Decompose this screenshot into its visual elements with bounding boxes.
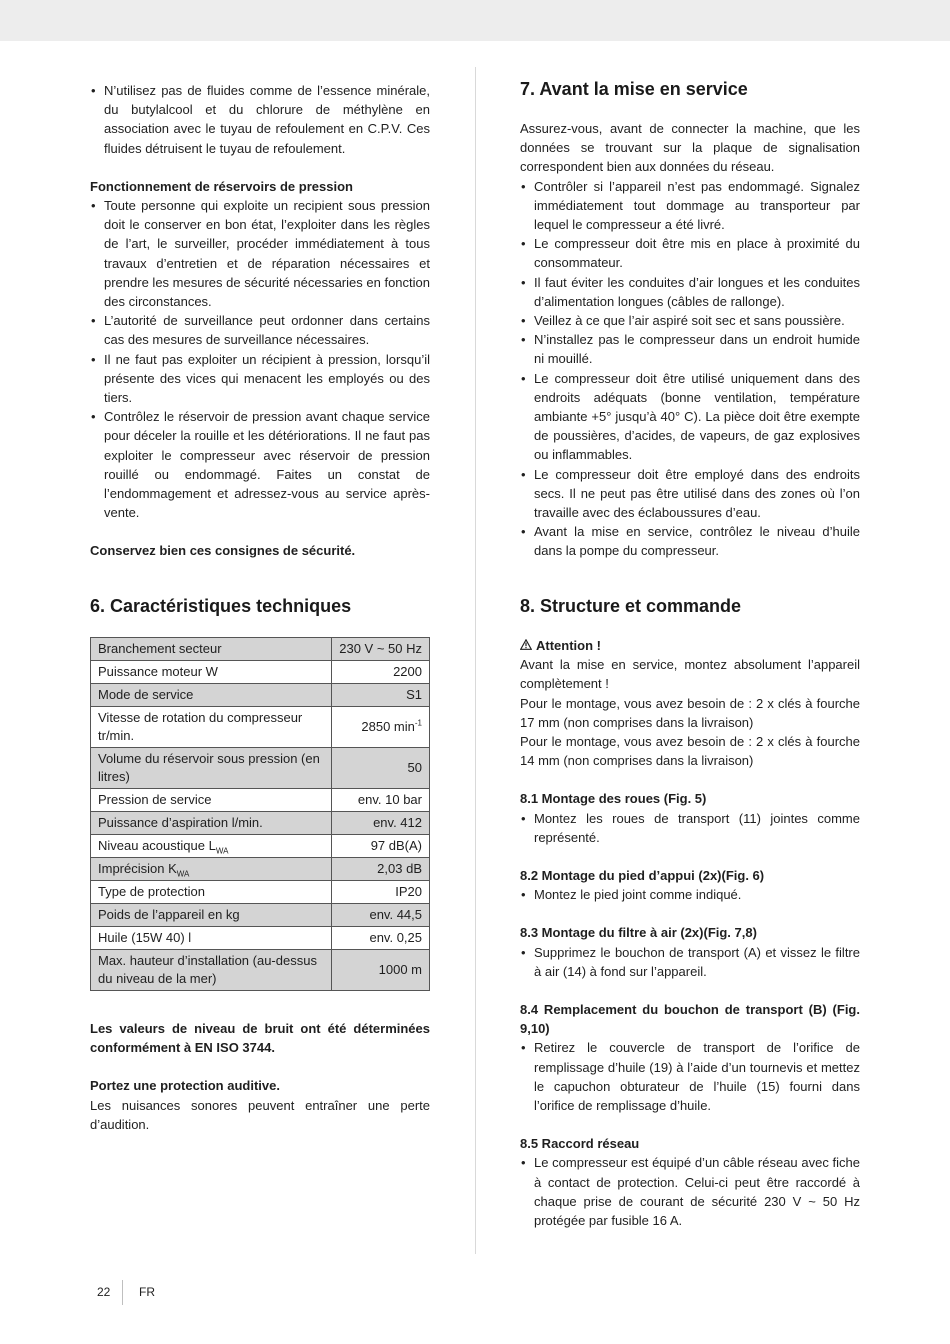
list-item: • Toute personne qui exploite un recipient sous pression doit le conserver en bon état, l’exploiter dans les règles de l’art, le surveiller, procéder immédiatement à tous travaux d’entretien et de réparation nécessaires et prendre les mesures de sécurité nécessaries en fonction des circonstances. (90, 196, 430, 311)
spec-value: env. 412 (332, 812, 430, 835)
list-item: • Contrôler si l’appareil n’est pas endommagé. Signalez immédiatement tout dommage au transporteur par lequel le compresseur a été livré. (520, 177, 860, 235)
spec-value: IP20 (332, 881, 430, 904)
subsection-list (520, 885, 860, 904)
subsection-list (520, 809, 860, 847)
table-row (91, 881, 430, 904)
spec-label: Vitesse de rotation du compresseur tr/min. (91, 707, 332, 748)
subsection-heading: 8.2 Montage du pied d’appui (2x)(Fig. 6) (520, 868, 765, 884)
spec-value-text: 2850 min (361, 719, 415, 734)
spec-label-text: Niveau acoustique L (98, 838, 216, 853)
noise-notes (90, 1019, 430, 1134)
noise-note: Les valeurs de niveau de bruit ont été déterminées conformément à EN ISO 3744. (90, 1021, 430, 1056)
spec-value: 50 (332, 748, 430, 789)
section-8 (520, 595, 860, 1230)
list-item: • Contrôlez le réservoir de pression avant chaque service pour déceler la rouille et les détériorations. Il ne faut pas exploiter le compresseur avec réservoir de pression rouillé ou endommagé. Faites un constat de l’endommagement et adressez-vous au service après-vente. (90, 407, 430, 522)
table-row (91, 748, 430, 789)
spec-value: env. 44,5 (332, 904, 430, 927)
list-item: • N’utilisez pas de fluides comme de l’essence minérale, du butylalcool et du chlorure de méthylène en association avec le tuyau de refoulement en C.P.V. Ces fluides détruisent le tuyau de refoulement. (90, 81, 430, 158)
ear-protection-text: Les nuisances sonores peuvent entraîner une perte d’audition. (90, 1097, 430, 1132)
spec-value: env. 0,25 (332, 927, 430, 950)
pressure-heading: Fonctionnement de réservoirs de pression (90, 178, 353, 194)
spec-label: Volume du réservoir sous pression (en litres) (91, 748, 332, 789)
section-6 (90, 595, 430, 991)
attention-heading (520, 636, 860, 655)
spec-label: Poids de l’appareil en kg (91, 904, 332, 927)
list-item: • Le compresseur est équipé d’un câble réseau avec fiche à contact de protection. Celui-ci peut être raccordé à chaque prise de courant de sécurité 230 V ~ 50 Hz protégée par fusible 16 A. (520, 1153, 860, 1230)
list-item: • Montez le pied joint comme indiqué. (520, 885, 860, 904)
table-row (91, 707, 430, 748)
spec-value-exponent: -1 (414, 718, 422, 728)
list-item: • Montez les roues de transport (11) jointes comme représenté. (520, 809, 860, 847)
top-bar (0, 0, 950, 41)
spec-label: Max. hauteur d’installation (au-dessus du niveau de la mer) (91, 950, 332, 991)
spec-label: Huile (15W 40) l (91, 927, 332, 950)
table-row (91, 904, 430, 927)
spec-label: Puissance moteur W (91, 661, 332, 684)
spec-value: 230 V ~ 50 Hz (332, 638, 430, 661)
subsection-list (520, 1038, 860, 1115)
spec-value: 2200 (332, 661, 430, 684)
list-item: • Veillez à ce que l’air aspiré soit sec et sans poussière. (520, 311, 860, 330)
section-8-title: 8. Structure et commande (520, 596, 742, 616)
table-row (91, 684, 430, 707)
spec-value (332, 707, 430, 748)
table-row (91, 661, 430, 684)
left-column (90, 81, 430, 561)
spec-value: S1 (332, 684, 430, 707)
list-item: • N’installez pas le compresseur dans un endroit humide ni mouillé. (520, 330, 860, 368)
spec-label: Type de protection (91, 881, 332, 904)
table-row (91, 638, 430, 661)
subsection-list (520, 943, 860, 981)
attention-line: Pour le montage, vous avez besoin de : 2 x clés à fourche 17 mm (non comprises dans la livraison) (520, 695, 860, 730)
footer-separator (122, 1280, 123, 1305)
column-divider (475, 67, 476, 1254)
spec-value: 2,03 dB (332, 858, 430, 881)
spec-table (90, 637, 430, 991)
table-row (91, 835, 430, 858)
spec-label: Puissance d’aspiration l/min. (91, 812, 332, 835)
language-code: FR (139, 1285, 155, 1299)
page-number: 22 (97, 1285, 111, 1299)
list-item: • Avant la mise en service, contrôlez le niveau d’huile dans la pompe du compresseur. (520, 522, 860, 560)
list-item: • Le compresseur doit être utilisé uniquement dans des endroits adéquats (bonne ventilation, température ambiante +5° jusqu’à 40° C). La pièce doit être exempte de poussières, d’acides, de vapeurs, de gaz explosives ou inflammables. (520, 369, 860, 465)
warning-triangle-icon (520, 636, 532, 655)
section-7-intro: Assurez-vous, avant de connecter la machine, que les données se trouvant sur la plaque de signalisation correspondent bien aux données du réseau. (520, 121, 860, 175)
attention-label: Attention ! (536, 638, 601, 653)
spec-value: env. 10 bar (332, 789, 430, 812)
list-item: • Retirez le couvercle de transport de l’orifice de remplissage d’huile (19) à l’aide d’un tournevis et mettez le capuchon obturateur de l’huile (15) fourni dans l’orifice de remplissage d’huile. (520, 1038, 860, 1115)
section-6-title: 6. Caractéristiques techniques (90, 596, 352, 616)
table-row (91, 812, 430, 835)
keep-safe-note: Conservez bien ces consignes de sécurité. (90, 543, 356, 559)
list-item: • Supprimez le bouchon de transport (A) et vissez le filtre à air (14) à fond sur l’appareil. (520, 943, 860, 981)
list-item: • Le compresseur doit être mis en place à proximité du consommateur. (520, 234, 860, 272)
ear-protection-heading: Portez une protection auditive. (90, 1078, 280, 1094)
spec-label (91, 858, 332, 881)
table-row (91, 858, 430, 881)
spec-label (91, 835, 332, 858)
subsection-heading: 8.4 Remplacement du bouchon de transport (B) (Fig. 9,10) (520, 1002, 860, 1037)
table-row (91, 927, 430, 950)
subsection-heading: 8.5 Raccord réseau (520, 1136, 640, 1152)
spec-label-subscript: WA (176, 869, 190, 879)
subsection-list (520, 1153, 860, 1230)
spec-label: Pression de service (91, 789, 332, 812)
section-7 (520, 78, 860, 561)
fluid-warning-list (90, 81, 430, 158)
spec-value: 1000 m (332, 950, 430, 991)
list-item: • Le compresseur doit être employé dans des endroits secs. Il ne peut pas être utilisé dans des zones où l’on travaille avec des éclaboussures d’eau. (520, 465, 860, 523)
spec-value: 97 dB(A) (332, 835, 430, 858)
table-row (91, 789, 430, 812)
list-item: • L’autorité de surveillance peut ordonner dans certains cas des mesures de surveillance nécessaires. (90, 311, 430, 349)
list-item: • Il faut éviter les conduites d’air longues et les conduites d’alimentation longues (câbles de rallonge). (520, 273, 860, 311)
attention-line: Avant la mise en service, montez absolument l’appareil complètement ! (520, 657, 860, 692)
section-7-list (520, 177, 860, 561)
table-row (91, 950, 430, 991)
spec-label-subscript: WA (215, 846, 229, 856)
list-item: • Il ne faut pas exploiter un récipient à pression, lorsqu’il présente des vices qui menacent les employés ou des tiers. (90, 350, 430, 408)
attention-line: Pour le montage, vous avez besoin de : 2 x clés à fourche 14 mm (non comprises dans la livraison) (520, 734, 860, 769)
section-7-title: 7. Avant la mise en service (520, 79, 748, 99)
spec-label: Branchement secteur (91, 638, 332, 661)
pressure-list (90, 196, 430, 522)
subsection-heading: 8.3 Montage du filtre à air (2x)(Fig. 7,8) (520, 925, 757, 941)
subsection-heading: 8.1 Montage des roues (Fig. 5) (520, 791, 707, 807)
spec-label-text: Imprécision K (98, 861, 177, 876)
spec-label: Mode de service (91, 684, 332, 707)
